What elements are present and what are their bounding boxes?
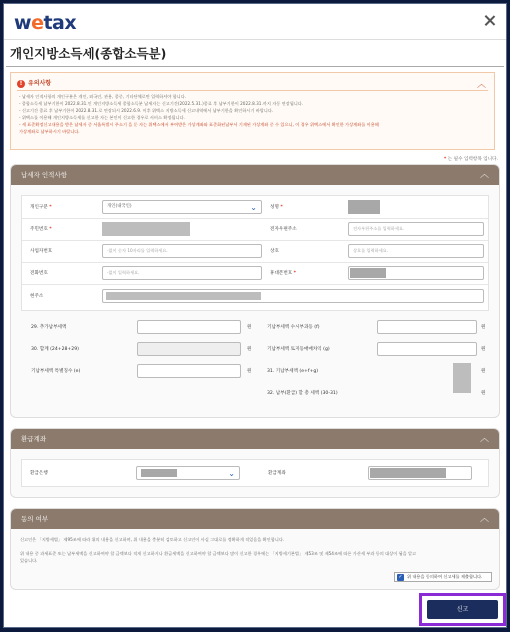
mobile-label-text: 휴대폰번호: [270, 271, 293, 276]
chevron-down-icon: ⌄: [250, 203, 257, 212]
notice-heading: [17, 78, 51, 88]
notice-heading-text: 유의사항: [28, 80, 52, 87]
check-icon: ✓: [398, 574, 403, 580]
notice-divider: [17, 90, 488, 91]
page-title: 개인지방소득세(종합소득분): [10, 46, 167, 61]
name-label: 성명 *: [270, 205, 283, 210]
calc-panel: [21, 315, 489, 411]
unit: 원: [481, 391, 486, 396]
trade-input[interactable]: 상호를 입력하세요.: [348, 244, 484, 258]
taxpayer-section-header[interactable]: [11, 165, 499, 185]
wetax-logo: wetax: [14, 12, 77, 34]
consent-section-header[interactable]: [11, 509, 499, 529]
additional-tax-input[interactable]: [137, 320, 241, 334]
notice-list: [19, 93, 488, 135]
account-label: 환급계좌: [268, 471, 286, 476]
row3-right-label: 31. 기납부세액 (e+f+g): [267, 369, 319, 374]
unit: 원: [481, 347, 486, 352]
top-bar: [4, 4, 506, 40]
consent-line: 신고인은 「지방세법」 제95조에 따라 위의 내용을 신고하며, 위 내용을 충분히 검토하고 신고인이 사실 그대로를 정확하게 적었음을 확인합니다.: [20, 537, 285, 542]
notice-item: - 세 표준확정신고내용을 받은 납세자 중 서울특별시 주소기 을 둔 자는 위택스에서 부여받은 가상계좌와 표준화된납부서 기재된 가상계좌 중 수 있으니, 이 경우 위택스에서 확인한 가상계좌를 이용해: [19, 122, 379, 127]
chevron-up-icon[interactable]: ︿: [476, 80, 486, 90]
notice-item: - 종합소득세 납부기한이 2022.8.31.인 개인지방소득세 종합소득분 납세자는 신고기간(2022.5.31.)종료 후 납부기한이 2022.8.31.까지 자동 연장됩니다.: [19, 101, 304, 106]
close-icon[interactable]: [484, 14, 496, 26]
taxpayer-panel: [21, 195, 489, 311]
type-select[interactable]: [102, 200, 262, 214]
name-label-text: 성명: [270, 205, 279, 210]
phone-input[interactable]: -없이 입력하세요.: [102, 266, 262, 280]
refund-section: [10, 428, 500, 498]
resident-label: 주민번호 *: [30, 227, 52, 232]
submit-button[interactable]: 신고: [427, 600, 498, 619]
row4-right-label: 32. 납부(환급) 할 총 세액 (30-31): [267, 391, 338, 396]
required-note: * 는 필수 입력항목 입니다.: [443, 157, 498, 162]
row-divider: [22, 218, 488, 219]
prepaid-value-masked: [453, 363, 471, 393]
notice-item: - 신고기간 종료 후 납부기한이 2022.8.31.로 연장되시 2022.6.9. 이후 위텍스 지방소득세 신고내역에서 납부기한을 확인하시기 바랍니다.: [19, 108, 274, 113]
resident-masked: [102, 222, 190, 236]
email-input[interactable]: 전자우편주소를 입력하세요.: [348, 222, 484, 236]
required-note-text: 는 필수 입력항목 입니다.: [447, 157, 498, 162]
taxpayer-section: [10, 164, 500, 418]
bank-masked: [141, 469, 177, 477]
alert-icon: !: [17, 80, 25, 88]
unit: 원: [247, 325, 252, 330]
occasional-tax-input[interactable]: [377, 320, 477, 334]
row1-left-label: 29. 추가납부세액: [31, 325, 67, 330]
resident-label-text: 주민번호: [30, 227, 48, 232]
mobile-masked: [350, 268, 386, 278]
consent-checkbox-label: 위 내용을 동의하여 신고세를 제출합니다.: [407, 574, 483, 579]
chevron-up-icon: ︿: [479, 514, 489, 524]
bank-label: 환급은행: [30, 471, 48, 476]
account-masked: [370, 468, 446, 478]
total-input: [137, 342, 241, 356]
notice-box: [10, 72, 495, 150]
consent-line: 위 내용 중 과세표준 또는 납부세액을 신고하여야 할 금액보다 적게 신고하거나 환급세액을 신고하여야 할 금액보다 많이 신고한 경우에는 「지방세기본법」 제53조 및 제54조에 따른 가산세 부과 등의 대상이 됨을 알고: [20, 551, 417, 556]
type-select-value: 개인(내국인): [107, 204, 132, 209]
unit: 원: [481, 369, 486, 374]
row2-left-label: 30. 합계 (24+28+29): [31, 347, 79, 352]
chevron-up-icon: ︿: [479, 434, 489, 444]
row-divider: [22, 240, 488, 241]
bizno-label: 사업자번호: [30, 249, 53, 254]
row-divider: [22, 262, 488, 263]
address-masked: [106, 292, 261, 300]
consent-section-title: 동의 여부: [21, 515, 49, 523]
row1-right-label: 기납부세액 수시부과등 (f): [267, 325, 320, 330]
bizno-input[interactable]: -없이 숫자 10자리를 입력하세요.: [102, 244, 262, 258]
taxpayer-section-title: 납세자 인적사항: [21, 171, 68, 179]
consent-line: 있습니다.: [20, 558, 38, 563]
unit: 원: [247, 347, 252, 352]
unit: 원: [247, 369, 252, 374]
notice-item: - 납세자 인적사항의 개인구분은 개인, 외국인, 관용, 종중, 기타단체로만 입력하셔야 합니다.: [19, 94, 187, 99]
title-divider: [6, 66, 504, 67]
mobile-label: 휴대폰번호 *: [270, 271, 297, 276]
unit: 원: [481, 325, 486, 330]
refund-panel: [21, 459, 489, 487]
row3-left-label: 기납부세액 특별징수 (e): [31, 369, 81, 374]
trade-label: 상호: [270, 249, 279, 254]
row-divider: [22, 284, 488, 285]
refund-section-title: 환급계좌: [21, 435, 47, 443]
email-label: 전자우편주소: [270, 227, 297, 232]
row2-right-label: 기납부세액 토지등매매차익 (g): [267, 347, 330, 352]
bank-select[interactable]: [136, 466, 240, 480]
special-withholding-input[interactable]: [137, 364, 241, 378]
notice-item: - 위택스를 이용해 개인지방소득세를 신고한 자는 본인이 신고한 경우로 서비스 확정됩니다.: [19, 115, 185, 120]
notice-item: 가상계좌로 납부하시기 바랍니다.: [19, 129, 80, 134]
consent-checkbox[interactable]: [394, 572, 492, 582]
phone-label: 전화번호: [30, 271, 48, 276]
refund-section-header[interactable]: [11, 429, 499, 449]
name-masked: [348, 200, 380, 214]
address-label: 현주소: [30, 294, 44, 299]
type-label-text: 개인구분: [30, 205, 48, 210]
chevron-down-icon: ⌄: [228, 469, 235, 478]
type-label: 개인구분 *: [30, 205, 52, 210]
submit-highlight: [419, 593, 506, 626]
chevron-up-icon: ︿: [479, 170, 489, 180]
land-tax-input[interactable]: [377, 342, 477, 356]
